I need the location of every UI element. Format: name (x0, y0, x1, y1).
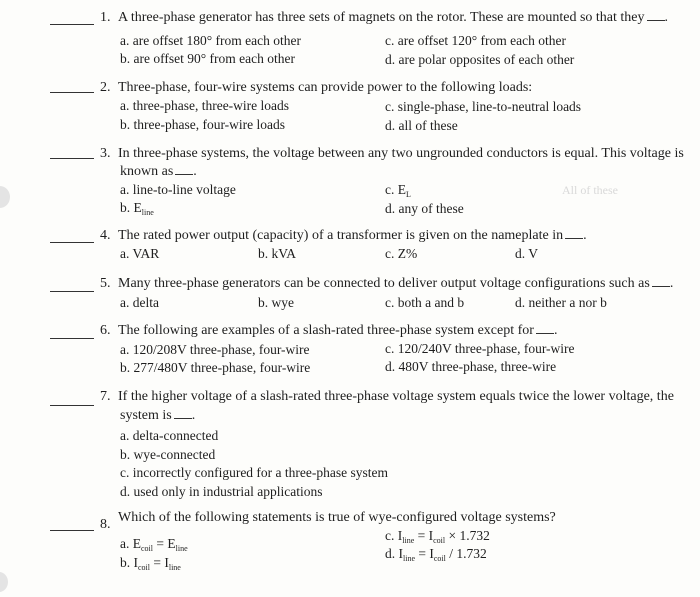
question-stem: Which of the following statements is true of wye-configured voltage systems? (118, 510, 556, 525)
question-number: 6. (100, 323, 111, 338)
option-b: b. $I_{coil} = I_{line}$ (120, 555, 181, 572)
option-c: c. 120/240V three-phase, four-wire (385, 341, 575, 356)
fill-blank (175, 174, 193, 175)
answer-blank-4[interactable] (50, 242, 94, 243)
question-stem: The following are examples of a slash-rated three-phase system except for . (118, 323, 558, 338)
option-c: c. are offset 120° from each other (385, 33, 566, 48)
option-d: d. any of these (385, 201, 464, 216)
question-number: 1. (100, 10, 111, 25)
option-a: a. $E_{coil} = E_{line}$ (120, 536, 188, 553)
option-a: a. three-phase, three-wire loads (120, 98, 290, 113)
answer-blank-6[interactable] (50, 338, 94, 339)
option-a: a. delta (120, 295, 159, 310)
option-d: d. 480V three-phase, three-wire (385, 359, 557, 374)
question-number: 7. (100, 389, 111, 404)
option-c: c. single-phase, line-to-neutral loads (385, 99, 582, 114)
question-stem: A three-phase generator has three sets of magnets on the rotor. These are mounted so that they . (118, 10, 669, 25)
fill-blank (647, 20, 665, 21)
question-number: 8. (100, 517, 111, 532)
question-stem-continued: system is . (120, 408, 196, 423)
question-number: 4. (100, 228, 111, 243)
binder-hole (0, 572, 8, 592)
question-stem: Many three-phase generators can be connected to deliver output voltage configurations such as . (118, 276, 674, 291)
option-b: b. wye-connected (120, 447, 216, 462)
question-stem-continued: known as . (120, 164, 197, 179)
fill-blank (565, 238, 583, 239)
question-stem: Three-phase, four-wire systems can provide power to the following loads: (118, 80, 533, 95)
option-a: a. line-to-line voltage (120, 182, 236, 197)
option-a: a. 120/208V three-phase, four-wire (120, 342, 310, 357)
fill-blank (536, 333, 554, 334)
option-d: d. are polar opposites of each other (385, 52, 575, 67)
option-b: b. 277/480V three-phase, four-wire (120, 360, 311, 375)
option-d: d. V (515, 246, 539, 261)
answer-blank-2[interactable] (50, 92, 94, 93)
option-c: c. $I_{line} = I_{coil} \times 1.732$ (385, 528, 490, 545)
option-d: d. $I_{line} = I_{coil} / 1.732$ (385, 546, 487, 563)
answer-blank-3[interactable] (50, 158, 94, 159)
option-b: b. are offset 90° from each other (120, 51, 295, 66)
option-c: c. Z% (385, 246, 418, 261)
option-c: c. incorrectly configured for a three-phase system (120, 465, 389, 480)
question-stem: In three-phase systems, the voltage between any two ungrounded conductors is equal. This voltage is (118, 146, 684, 161)
fill-blank (174, 418, 192, 419)
answer-blank-8[interactable] (50, 530, 94, 531)
option-b: b. kVA (258, 246, 297, 261)
option-d: d. all of these (385, 118, 458, 133)
option-a: a. VAR (120, 246, 160, 261)
answer-blank-5[interactable] (50, 291, 94, 292)
question-number: 2. (100, 80, 111, 95)
option-d: d. neither a nor b (515, 295, 607, 310)
question-number: 3. (100, 146, 111, 161)
binder-hole (0, 186, 10, 208)
option-c: c. both a and b (385, 295, 465, 310)
option-b: b. three-phase, four-wire loads (120, 117, 286, 132)
option-c: c. $E_L$ (385, 182, 411, 199)
answer-blank-7[interactable] (50, 405, 94, 406)
option-a: a. delta-connected (120, 428, 219, 443)
answer-blank-1[interactable] (50, 24, 94, 25)
option-b: b. $E_{line}$ (120, 200, 154, 217)
option-a: a. are offset 180° from each other (120, 33, 301, 48)
fill-blank (652, 286, 670, 287)
option-d: d. used only in industrial applications (120, 484, 323, 499)
question-stem: If the higher voltage of a slash-rated three-phase voltage system equals twice the lower voltage, the (118, 389, 674, 404)
question-stem: The rated power output (capacity) of a transformer is given on the nameplate in . (118, 228, 587, 243)
bleed-through-text: All of these (562, 183, 618, 197)
question-number: 5. (100, 276, 111, 291)
option-b: b. wye (258, 295, 294, 310)
